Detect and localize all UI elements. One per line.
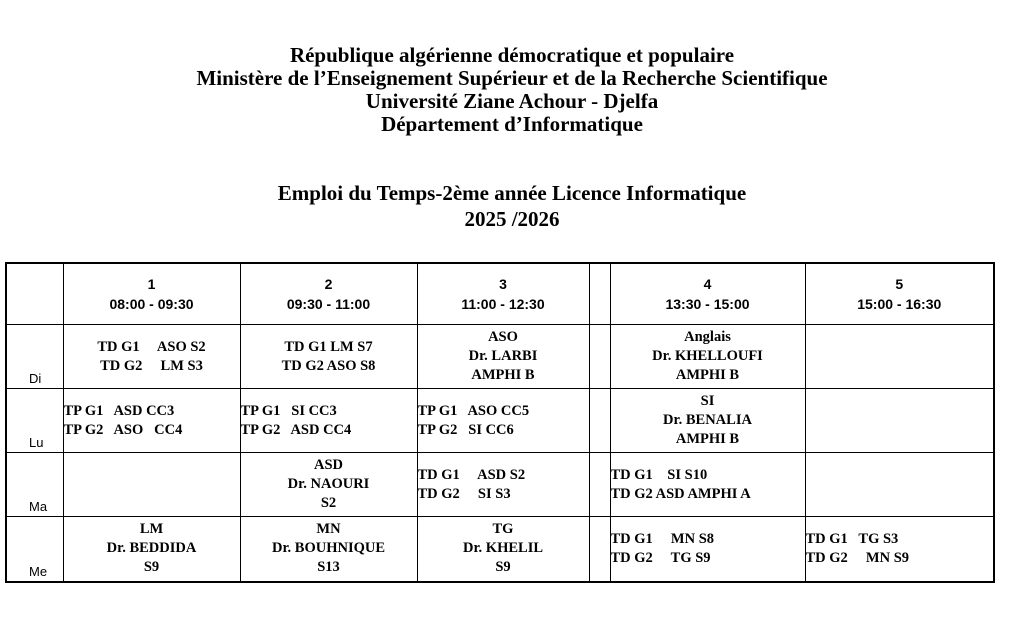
schedule-cell: ASO Dr. LARBI AMPHI B [417, 325, 589, 389]
slot-number: 4 [703, 276, 712, 292]
slot-time: 09:30 - 11:00 [286, 296, 371, 312]
schedule-cell: TG Dr. KHELIL S9 [417, 517, 589, 582]
header-republic: République algérienne démocratique et populaire [289, 43, 735, 67]
day-label: Ma [6, 453, 63, 517]
slot-header [610, 263, 805, 325]
schedule-cell: TP G1 ASD CC3 TP G2 ASO CC4 [63, 389, 240, 453]
slot-number: 1 [147, 276, 156, 292]
break-column [589, 263, 610, 325]
schedule-cell: TD G1 ASD S2 TD G2 SI S3 [417, 453, 589, 517]
day-row [6, 517, 994, 582]
schedule-cell: TD G1 SI S10 TD G2 ASD AMPHI A [610, 453, 805, 517]
break-cell [589, 453, 610, 517]
day-label: Me [6, 517, 63, 582]
day-row [6, 453, 994, 517]
schedule-cell [805, 325, 994, 389]
day-label: Lu [6, 389, 63, 453]
slot-time: 15:00 - 16:30 [857, 296, 942, 312]
header-department: Département d’Informatique [381, 112, 643, 136]
schedule-cell: TD G1 MN S8 TD G2 TG S9 [610, 517, 805, 582]
document-header [0, 44, 1024, 136]
schedule-cell: TP G1 SI CC3 TP G2 ASD CC4 [240, 389, 417, 453]
header-row [6, 263, 994, 325]
schedule-cell: TD G1 LM S7 TD G2 ASO S8 [240, 325, 417, 389]
slot-header [805, 263, 994, 325]
schedule-cell: MN Dr. BOUHNIQUE S13 [240, 517, 417, 582]
header-university: Université Ziane Achour - Djelfa [365, 89, 659, 113]
day-row [6, 325, 994, 389]
slot-number: 5 [895, 276, 904, 292]
schedule-cell: TD G1 ASO S2 TD G2 LM S3 [63, 325, 240, 389]
slot-header [240, 263, 417, 325]
schedule-cell [805, 453, 994, 517]
slot-header [63, 263, 240, 325]
academic-year: 2025 /2026 [464, 207, 560, 231]
slot-time: 08:00 - 09:30 [109, 296, 194, 312]
schedule-cell: LM Dr. BEDDIDA S9 [63, 517, 240, 582]
schedule-cell [63, 453, 240, 517]
slot-time: 13:30 - 15:00 [665, 296, 750, 312]
slot-header [417, 263, 589, 325]
day-label: Di [6, 325, 63, 389]
break-cell [589, 389, 610, 453]
break-cell [589, 325, 610, 389]
timetable [5, 262, 995, 583]
break-cell [589, 517, 610, 582]
corner-cell [6, 263, 63, 325]
title-text: Emploi du Temps-2ème année Licence Informatique [277, 181, 747, 205]
slot-number: 3 [499, 276, 507, 292]
slot-number: 2 [324, 276, 333, 292]
day-row [6, 389, 994, 453]
schedule-cell: ASD Dr. NAOURI S2 [240, 453, 417, 517]
slot-time: 11:00 - 12:30 [461, 296, 545, 312]
timetable-title [0, 180, 1024, 232]
schedule-cell: TD G1 TG S3 TD G2 MN S9 [805, 517, 994, 582]
header-ministry: Ministère de l’Enseignement Supérieur et de la Recherche Scientifique [196, 66, 828, 90]
schedule-cell: SI Dr. BENALIA AMPHI B [610, 389, 805, 453]
schedule-cell: Anglais Dr. KHELLOUFI AMPHI B [610, 325, 805, 389]
schedule-cell [805, 389, 994, 453]
schedule-cell: TP G1 ASO CC5 TP G2 SI CC6 [417, 389, 589, 453]
